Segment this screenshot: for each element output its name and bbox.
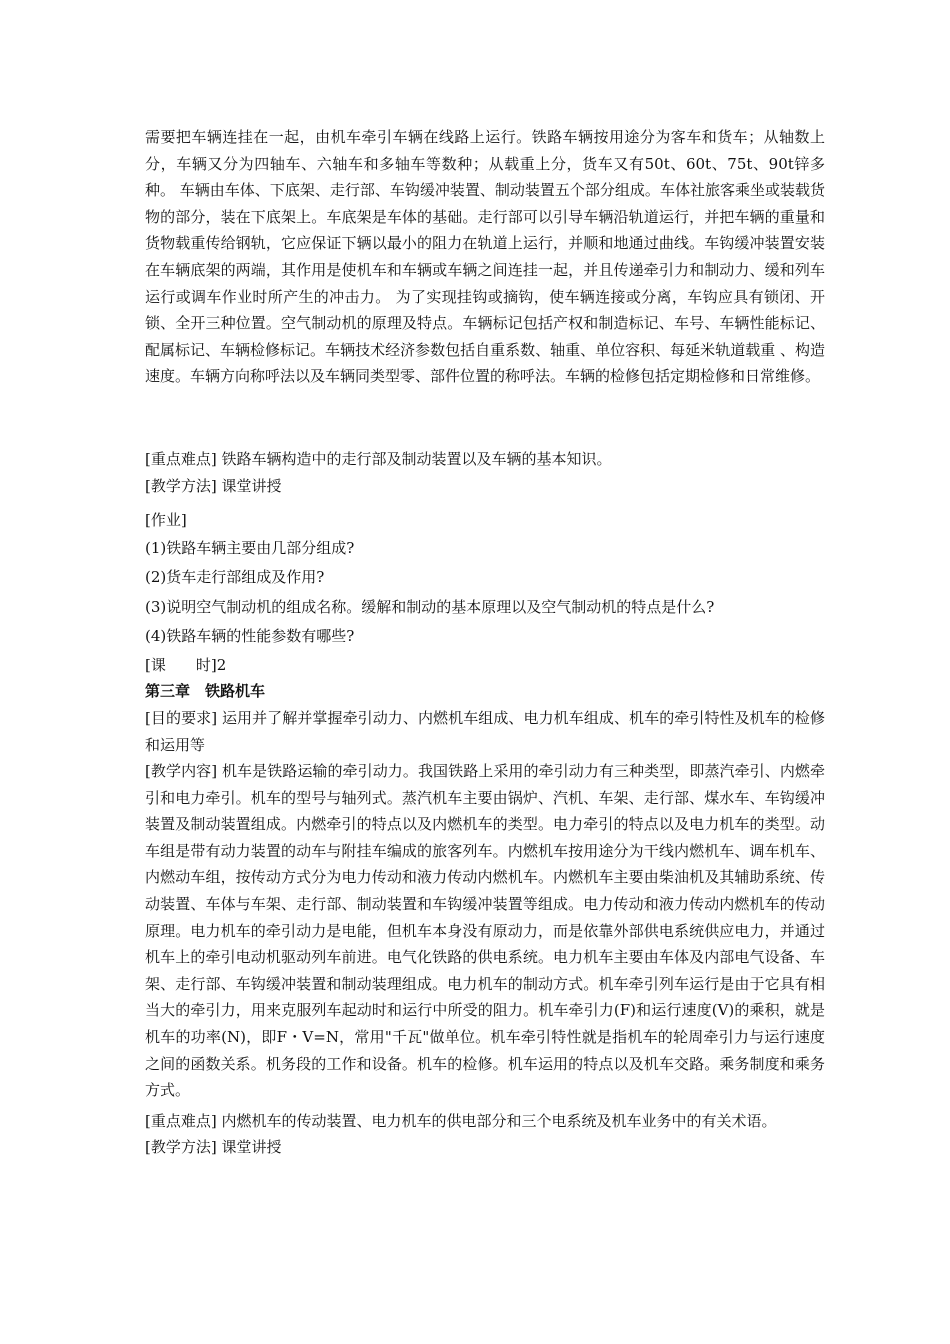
chapter-key-points-paragraph: [重点难点] 内燃机车的传动装置、电力机车的供电部分和三个电系统及机车业务中的有关术语。 [145, 1111, 777, 1130]
homework-label: [作业] [145, 511, 187, 530]
chapter-teaching-method-line: [教学方法] 课堂讲授 [145, 1138, 282, 1157]
homework-item: (3)说明空气制动机的组成名称。缓解和制动的基本原理以及空气制动机的特点是什么? [145, 597, 715, 616]
homework-item: (4)铁路车辆的性能参数有哪些? [145, 627, 355, 646]
homework-item: (1)铁路车辆主要由几部分组成? [145, 538, 355, 557]
vehicle-body-paragraph: 需要把车辆连挂在一起，由机车牵引车辆在线路上运行。铁路车辆按用途分为客车和货车；从轴数上分，车辆又分为四轴车、六轴车和多轴车等数种；从载重上分，货车又有50t、60t、75t、90t锌多种。 车辆由车体、下底架、走行部、车钩缓冲装置、制动装置五个部分组成。车体社旅客乘坐或装载货物的部分，装在下底架上。车底架是车体的基础。走行部可以引导车辆沿轨道运行，并把车辆的重量和货物载重传给钢轨，它应保证下辆以最小的阻力在轨道上运行，并顺和地通过曲线。车钩缓冲装置安装在车辆底架的两端，其作用是使机车和车辆或车辆之间连挂一起，并且传递牵引力和制动力、缓和列车运行或调车作业时所产生的冲击力。 为了实现挂钩或摘钩，使车辆连接或分离，车钩应具有锁闭、开锁、全开三种位置。空气制动机的原理及特点。车辆标记包括产权和制造标记、车号、车辆性能标记、配属标记、车辆检修标记。车辆技术经济参数包括自重系数、轴重、单位容积、每延米轨道载重 、构造速度。车辆方向称呼法以及车辆同类型零、部件位置的称呼法。车辆的检修包括定期检修和日常维修。 [145, 128, 825, 386]
class-hours-line: [课 时]2 [145, 655, 227, 674]
spacer [145, 390, 825, 446]
spacer [145, 499, 825, 507]
chapter-title: 第三章 铁路机车 [145, 682, 266, 701]
document-page [145, 124, 825, 1161]
key-points-line: [重点难点] 铁路车辆构造中的走行部及制动装置以及车辆的基本知识。 [145, 449, 612, 468]
teaching-method-line: [教学方法] 课堂讲授 [145, 476, 282, 495]
homework-section [145, 507, 825, 678]
homework-item: (2)货车走行部组成及作用? [145, 568, 325, 587]
objective-paragraph: [目的要求] 运用并了解并掌握牵引动力、内燃机车组成、电力机车组成、机车的牵引特性及机车的检修和运用等 [145, 708, 825, 754]
teaching-content-paragraph: [教学内容] 机车是铁路运输的牵引动力。我国铁路上采用的牵引动力有三种类型，即蒸汽牵引、内燃牵引和电力牵引。机车的型号与轴列式。蒸汽机车主要由锅炉、汽机、车架、走行部、煤水车、车钩缓冲装置及制动装置组成。内燃牵引的特点以及内燃机车的类型。电力牵引的特点以及电力机车的类型。动车组是带有动力装置的动车与附挂车编成的旅客列车。内燃机车按用途分为干线内燃机车、调车机车、内燃动车组，按传动方式分为电力传动和液力传动内燃机车。内燃机车主要由柴油机及其辅助系统、传动装置、车体与车架、走行部、制动装置和车钩缓冲装置等组成。电力传动和液力传动内燃机车的传动原理。电力机车的牵引动力是电能，但机车本身没有原动力，而是依靠外部供电系统供应电力，并通过机车上的牵引电动机驱动列车前进。电气化铁路的供电系统。电力机车主要由车体及内部电气设备、车架、走行部、车钩缓冲装置和制动装理组成。电力机车的制动方式。机车牵引列车运行是由于它具有相当大的牵引力，用来克服列车起动时和运行中所受的阻力。机车牵引力(F)和运行速度(V)的乘积，就是机车的功率(N)，即F・V=N，常用"千瓦"做单位。机车牵引特性就是指机车的轮周牵引力与运行速度之间的函数关系。机务段的工作和设备。机车的检修。机车运用的特点以及机车交路。乘务制度和乘务方式。 [145, 762, 825, 1100]
